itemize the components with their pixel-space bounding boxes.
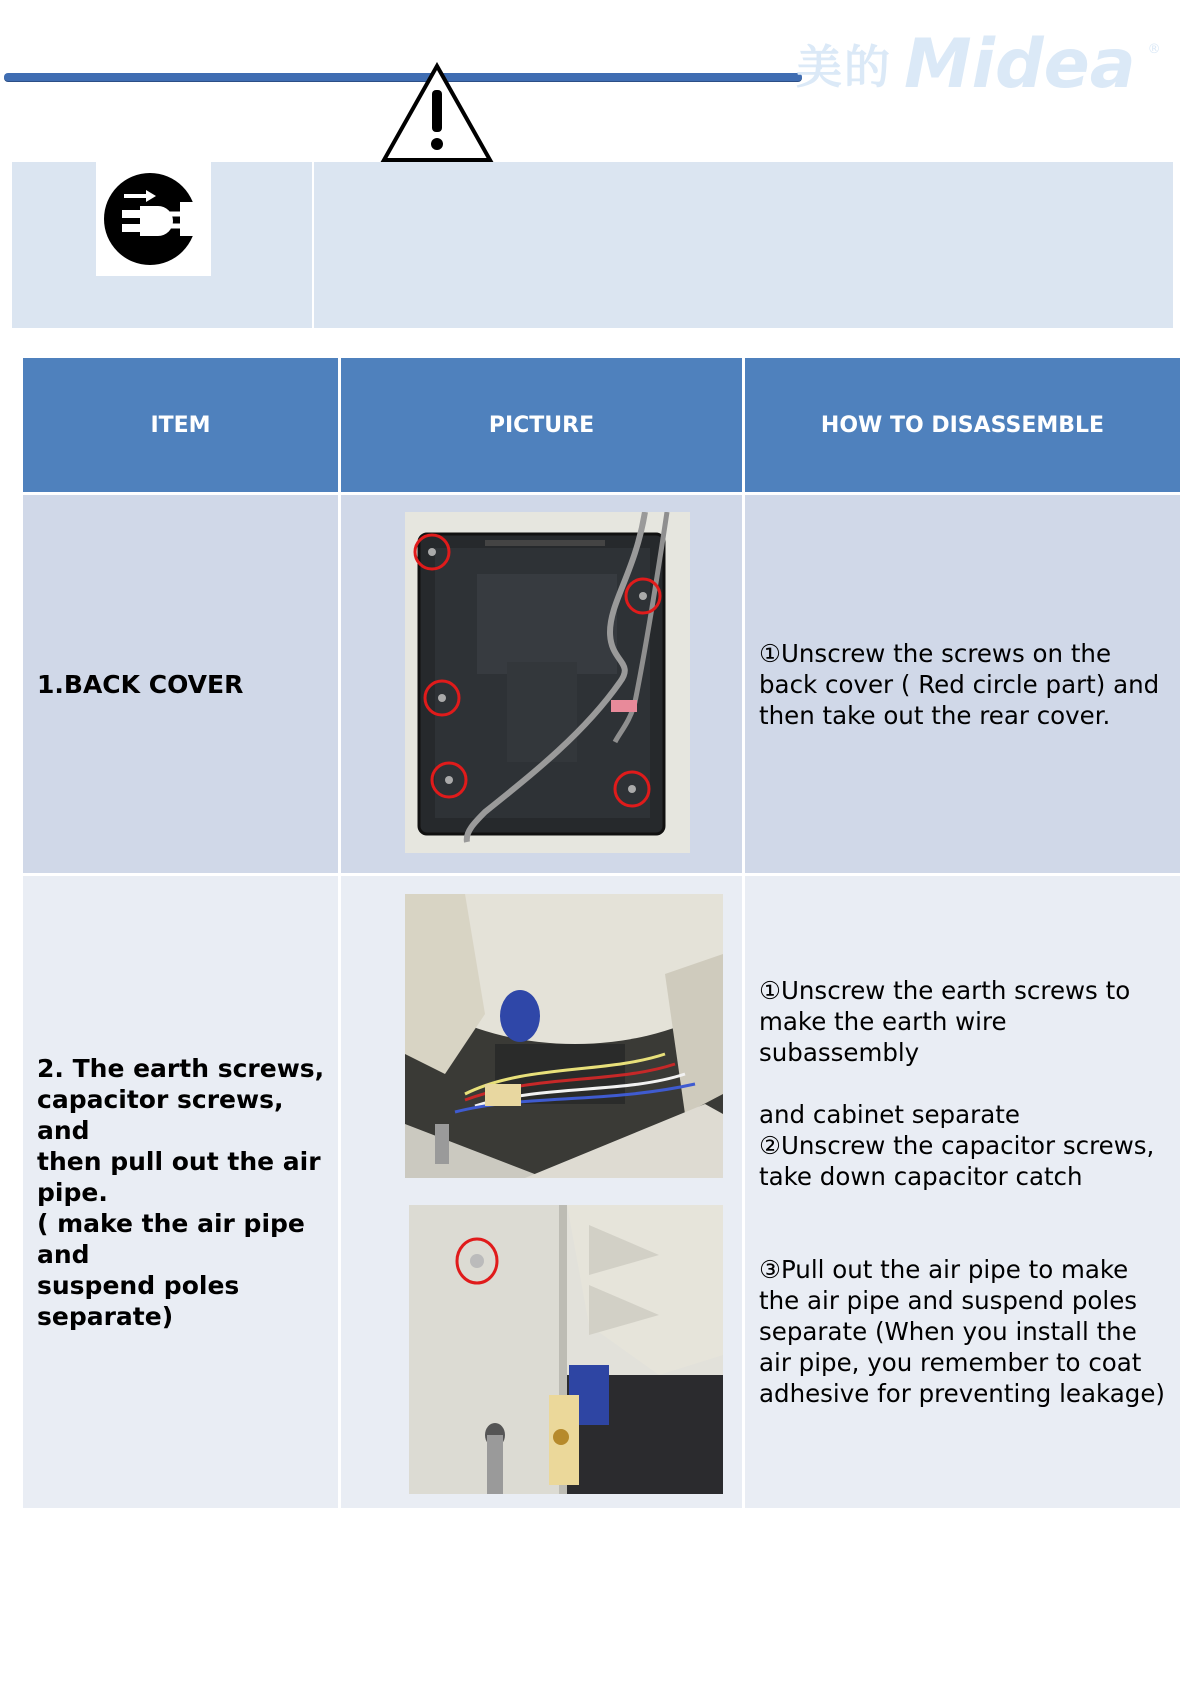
earth-screw-photo (405, 894, 723, 1178)
item-line: and (37, 1239, 90, 1269)
how-line: make the earth wire (759, 1007, 1007, 1036)
header-picture: PICTURE (340, 357, 744, 494)
notice-box (12, 162, 1173, 328)
header-item: ITEM (22, 357, 340, 494)
how-line: ①Unscrew the earth screws to (759, 976, 1131, 1005)
item-line: suspend poles (37, 1270, 240, 1300)
logo-wordmark: Midea (904, 24, 1136, 104)
item-line: 2. The earth screws, (37, 1053, 325, 1083)
item-cell (22, 875, 340, 1510)
item-line: capacitor screws, and (37, 1084, 284, 1145)
how-line: ②Unscrew the capacitor screws, (759, 1131, 1155, 1160)
how-line: subassembly (759, 1038, 920, 1067)
picture-cell (340, 494, 744, 875)
how-line: the air pipe and suspend poles (759, 1286, 1138, 1315)
capacitor-screw-photo (409, 1205, 723, 1494)
item-line: ( make the air pipe (37, 1208, 305, 1238)
table-row (22, 875, 1182, 1510)
notice-divider (312, 162, 314, 328)
warning-triangle-icon (380, 62, 494, 164)
table-header-row (22, 357, 1182, 494)
logo-registered-mark: ® (1147, 42, 1161, 57)
header-how: HOW TO DISASSEMBLE (744, 357, 1182, 494)
back-cover-photo (405, 512, 690, 853)
item-line: pipe. (37, 1177, 108, 1207)
item-cell: 1.BACK COVER (22, 494, 340, 875)
how-line: air pipe, you remember to coat (759, 1348, 1142, 1377)
picture-cell (340, 875, 744, 1510)
table-row (22, 494, 1182, 875)
how-cell: ①Unscrew the screws on the back cover ( Red circle part) and then take out the rear cover. (744, 494, 1182, 875)
how-line: adhesive for preventing leakage) (759, 1379, 1165, 1408)
brand-logo (796, 14, 1161, 114)
how-line: take down capacitor catch (759, 1162, 1083, 1191)
item-line: then pull out the air (37, 1146, 321, 1176)
how-line: ③Pull out the air pipe to make (759, 1255, 1129, 1284)
how-line: and cabinet separate (759, 1100, 1020, 1129)
unplug-power-icon (96, 162, 211, 276)
how-line: separate (When you install the (759, 1317, 1137, 1346)
how-cell (744, 875, 1182, 1510)
logo-chinese-text: 美的 (796, 40, 892, 94)
item-line: separate) (37, 1301, 174, 1331)
disassembly-table (20, 355, 1183, 1511)
